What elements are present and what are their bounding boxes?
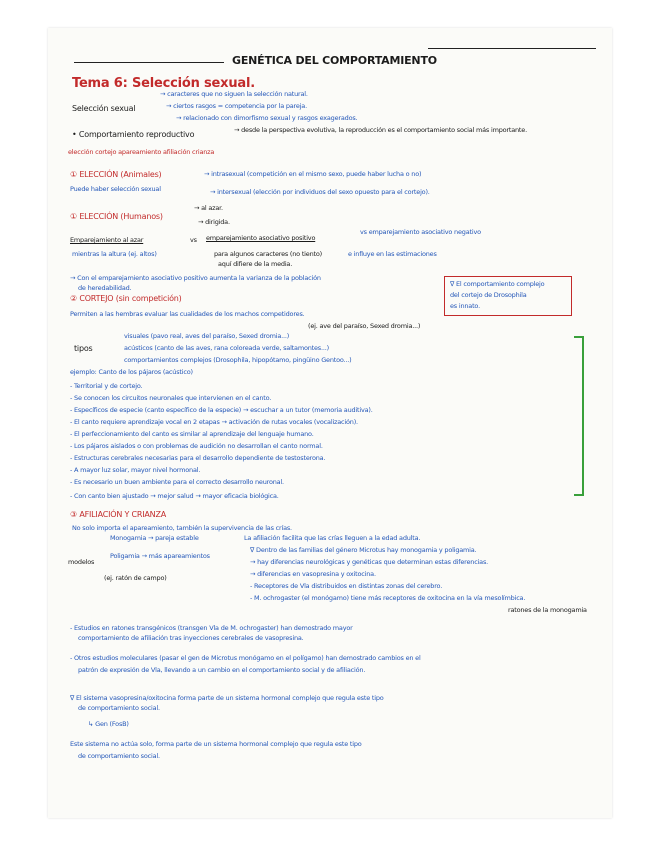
emparejamiento-consecuencia-2: de heredabilidad. [78, 284, 132, 292]
seleccion-sexual-label: Selección sexual [72, 104, 136, 113]
topic-heading: Tema 6: Selección sexual. [72, 76, 255, 91]
canto-item-2: - Se conocen los circuitos neuronales que intervienen en el canto. [70, 394, 272, 402]
afiliacion-estudio-2a: - Otros estudios moleculares (pasar el gen de Microtus monógamo en el polígamo) han demostrado cambios en el [70, 654, 421, 662]
innate-courtship-note-line-2: del cortejo de Drosophila [450, 291, 527, 299]
eleccion-humanos-azar: → al azar. [194, 204, 223, 212]
seleccion-sexual-line-3: → relacionado con dimorfismo sexual y rasgos exagerados. [176, 114, 358, 122]
afiliacion-raton-5: - M. ochrogaster (el monógamo) tiene más receptores de oxitocina en la vía mesolímbica. [250, 594, 526, 602]
eleccion-humanos-dirigida: → dirigida. [198, 218, 230, 226]
afiliacion-text-1: No solo importa el apareamiento, también la supervivencia de las crías. [72, 524, 292, 532]
canto-item-6: - Los pájaros aislados o con problemas de audición no desarrollan el canto normal. [70, 442, 323, 450]
afiliacion-estudio-1b: comportamiento de afiliación tras inyecciones cerebrales de vasopresina. [78, 634, 304, 642]
section-cortejo: ② CORTEJO (sin competición) [70, 294, 182, 303]
emparejamiento-positivo: emparejamiento asociativo positivo [206, 234, 316, 242]
page-title: GENÉTICA DEL COMPORTAMIENTO [232, 54, 437, 67]
afiliacion-conclusion-1: Este sistema no actúa solo, forma parte de un sistema hormonal complejo que regula este tipo [70, 740, 362, 748]
emparejamiento-azar: Emparejamiento al azar [70, 236, 144, 244]
canto-item-5: - El perfeccionamiento del canto es similar al aprendizaje del lenguaje humano. [70, 430, 314, 438]
eleccion-animales-text: Puede haber selección sexual [70, 185, 161, 193]
cortejo-definition: Permiten a las hembras evaluar las cualidades de los machos competidores. [70, 310, 305, 318]
innate-courtship-note-line-1: ∇ El comportamiento complejo [450, 280, 545, 288]
cortejo-example-ave: (ej. ave del paraíso, Sexed dromia...) [308, 322, 421, 330]
reproductive-stages: elección cortejo apareamiento afiliación crianza [68, 148, 215, 156]
canto-green-bracket [574, 336, 584, 496]
emparejamiento-positivo-note-2: aquí difiere de la media. [218, 260, 293, 268]
eleccion-animales-intra: → intrasexual (competición en el mismo sexo, puede haber lucha o no) [204, 170, 422, 178]
canto-item-10: - Con canto bien ajustado → mejor salud → mayor eficacia biológica. [70, 492, 279, 500]
cortejo-tipos-label: tipos [74, 344, 93, 353]
emparejamiento-vs: vs [190, 236, 197, 244]
afiliacion-gen: ↳ Gen (FosB) [88, 720, 129, 728]
afiliacion-raton-note: ratones de la monogamia [508, 606, 587, 614]
afiliacion-raton-4: - Receptores de Vla distribuidos en distintas zonas del cerebro. [250, 582, 443, 590]
afiliacion-raton-2: → hay diferencias neurológicas y genéticas que determinan estas diferencias. [250, 558, 489, 566]
reproductive-behaviour-label: • Comportamiento reproductivo [72, 130, 195, 139]
afiliacion-text-2: La afiliación facilita que las crías lleguen a la edad adulta. [244, 534, 421, 542]
canto-item-8: - A mayor luz solar, mayor nivel hormonal. [70, 466, 201, 474]
title-rule-right [428, 48, 596, 49]
afiliacion-raton-1: ∇ Dentro de las familias del género Microtus hay monogamia y poligamia. [250, 546, 477, 554]
cortejo-tipo-acusticos: acústicos (canto de las aves, rana coloreada verde, saltamontes...) [124, 344, 329, 352]
canto-item-3: - Específicos de especie (canto específico de la especie) → escuchar a un tutor (memoria auditiva). [70, 406, 373, 414]
canto-item-1: - Territorial y de cortejo. [70, 382, 143, 390]
title-rule-left [74, 62, 224, 63]
innate-courtship-note-line-3: es innato. [450, 302, 480, 310]
afiliacion-modelos-label: modelos [68, 558, 95, 566]
afiliacion-modelo-poligamia: Poligamia → más apareamientos [110, 552, 210, 560]
afiliacion-modelo-examples: (ej. ratón de campo) [104, 574, 167, 582]
seleccion-sexual-line-2: → ciertos rasgos = competencia por la pareja. [166, 102, 307, 110]
afiliacion-estudio-2b: patrón de expresión de Vla, llevando a un cambio en el comportamiento social y de afiliación. [78, 666, 366, 674]
emparejamiento-estimaciones: e influye en las estimaciones [348, 250, 437, 258]
canto-item-9: - Es necesario un buen ambiente para el correcto desarrollo neuronal. [70, 478, 284, 486]
afiliacion-sistema-2: de comportamiento social. [78, 704, 160, 712]
emparejamiento-negativo: vs emparejamiento asociativo negativo [360, 228, 481, 236]
emparejamiento-positivo-note-1: para algunos caracteres (no tiento) [214, 250, 322, 258]
emparejamiento-azar-example: mientras la altura (ej. altos) [72, 250, 157, 258]
section-eleccion-humanos: ① ELECCIÓN (Humanos) [70, 212, 163, 221]
afiliacion-estudio-1a: - Estudios en ratones transgénicos (transgen Vla de M. ochrogaster) han demostrado mayor [70, 624, 353, 632]
reproductive-behaviour-note: → desde la perspectiva evolutiva, la reproducción es el comportamiento social más importante. [234, 126, 527, 134]
afiliacion-conclusion-2: de comportamiento social. [78, 752, 160, 760]
notebook-page [48, 28, 612, 818]
afiliacion-sistema-1: ∇ El sistema vasopresina/oxitocina forma parte de un sistema hormonal complejo que regula este tipo [70, 694, 384, 702]
canto-item-7: - Estructuras cerebrales necesarias para el desarrollo dependiente de testosterona. [70, 454, 326, 462]
section-afiliacion: ③ AFILIACIÓN Y CRIANZA [70, 510, 167, 519]
cortejo-tipo-visuales: visuales (pavo real, aves del paraíso, Sexed dromia...) [124, 332, 290, 340]
afiliacion-modelo-monogamia: Monogamia → pareja estable [110, 534, 199, 542]
canto-item-4: - El canto requiere aprendizaje vocal en 2 etapas → activación de rutas vocales (vocalización). [70, 418, 358, 426]
section-eleccion-animales: ① ELECCIÓN (Animales) [70, 170, 162, 179]
eleccion-animales-inter: → intersexual (elección por individuos del sexo opuesto para el cortejo). [210, 188, 430, 196]
emparejamiento-consecuencia-1: → Con el emparejamiento asociativo positivo aumenta la varianza de la población [70, 274, 321, 282]
afiliacion-raton-3: → diferencias en vasopresina y oxitocina. [250, 570, 376, 578]
cortejo-tipo-complejos: comportamientos complejos (Drosophila, hipopótamo, pingüino Gentoo...) [124, 356, 352, 364]
seleccion-sexual-line-1: → caracteres que no siguen la selección natural. [160, 90, 308, 98]
canto-heading: ejemplo: Canto de los pájaros (acústico) [70, 368, 193, 376]
